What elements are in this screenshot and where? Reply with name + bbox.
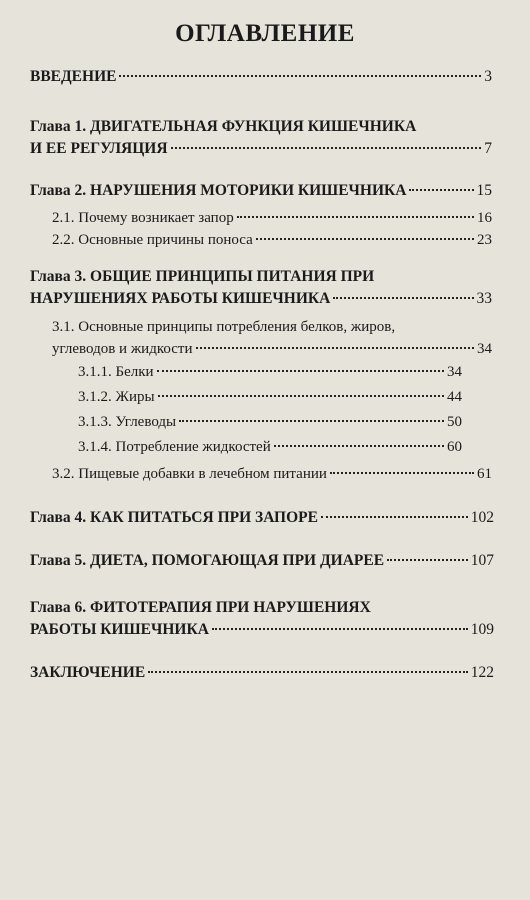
toc-entry-chapter-2[interactable] <box>30 180 492 202</box>
page-title: ОГЛАВЛЕНИЕ <box>175 20 355 47</box>
dot-leader <box>158 395 444 397</box>
toc-page-number: 15 <box>476 182 492 199</box>
toc-entry-chapter-4[interactable] <box>30 507 494 529</box>
toc-entry-3-1-1[interactable] <box>78 361 462 383</box>
toc-entry-3-1[interactable] <box>52 316 492 360</box>
toc-entry-label: 2.1. Почему возникает запор <box>52 210 234 226</box>
toc-entry-label-line-2: РАБОТЫ КИШЕЧНИКА <box>30 621 209 638</box>
toc-page-number: 50 <box>447 414 462 430</box>
toc-entry-chapter-6[interactable] <box>30 597 494 641</box>
toc-page-number: 109 <box>470 621 494 638</box>
toc-entry-chapter-3[interactable] <box>30 266 492 310</box>
toc-page-number: 16 <box>477 210 492 226</box>
toc-entry-label-line-2: углеводов и жидкости <box>52 341 193 357</box>
toc-entry-label: ЗАКЛЮЧЕНИЕ <box>30 664 146 681</box>
toc-page-number: 3 <box>484 68 492 85</box>
toc-page-number: 33 <box>476 290 492 307</box>
toc-entry-label: 3.2. Пищевые добавки в лечебном питании <box>52 466 327 482</box>
dot-leader <box>171 147 482 149</box>
toc-entry-introduction[interactable] <box>30 66 492 88</box>
toc-page-number: 60 <box>447 439 462 455</box>
toc-entry-label: Глава 4. КАК ПИТАТЬСЯ ПРИ ЗАПОРЕ <box>30 509 318 526</box>
toc-page-number: 7 <box>484 140 492 157</box>
dot-leader <box>237 216 474 218</box>
toc-page-number: 61 <box>477 466 492 482</box>
toc-entry-label: 3.1.3. Углеводы <box>78 414 177 430</box>
dot-leader <box>387 559 468 561</box>
toc-entry-2-1[interactable] <box>52 207 492 229</box>
toc-entry-3-1-2[interactable] <box>78 386 462 408</box>
toc-entry-label: Глава 3. ОБЩИЕ ПРИНЦИПЫ ПИТАНИЯ ПРИ <box>30 268 375 285</box>
dot-leader <box>119 75 481 77</box>
toc-entry-3-1-3[interactable] <box>78 411 462 433</box>
toc-page-number: 102 <box>470 509 494 526</box>
dot-leader <box>256 238 474 240</box>
dot-leader <box>274 445 444 447</box>
dot-leader <box>179 420 444 422</box>
toc-page-number: 23 <box>477 232 492 248</box>
dot-leader <box>196 347 475 349</box>
dot-leader <box>212 628 468 630</box>
toc-page-number: 34 <box>477 341 492 357</box>
toc-entry-label: 3.1. Основные принципы потребления белков, жиров, <box>52 319 396 335</box>
toc-entry-label-line-2: И ЕЕ РЕГУЛЯЦИЯ <box>30 140 168 157</box>
toc-entry-label: Глава 1. ДВИГАТЕЛЬНАЯ ФУНКЦИЯ КИШЕЧНИКА <box>30 118 417 135</box>
toc-page-number: 44 <box>447 389 462 405</box>
dot-leader <box>333 297 473 299</box>
toc-entry-label: 3.1.2. Жиры <box>78 389 155 405</box>
toc-entry-label: ВВЕДЕНИЕ <box>30 68 117 85</box>
toc-entry-label: 3.1.1. Белки <box>78 364 154 380</box>
toc-page-number: 107 <box>470 552 494 569</box>
toc-entry-3-2[interactable] <box>52 463 492 485</box>
dot-leader <box>409 189 473 191</box>
toc-entry-label: 3.1.4. Потребление жидкостей <box>78 439 271 455</box>
toc-entry-chapter-5[interactable] <box>30 550 494 572</box>
dot-leader <box>321 516 468 518</box>
toc-entry-chapter-1[interactable] <box>30 116 492 160</box>
dot-leader <box>157 370 444 372</box>
toc-entry-label: Глава 5. ДИЕТА, ПОМОГАЮЩАЯ ПРИ ДИАРЕЕ <box>30 552 385 569</box>
toc-entry-conclusion[interactable] <box>30 662 494 684</box>
dot-leader <box>148 671 468 673</box>
toc-entry-label: Глава 6. ФИТОТЕРАПИЯ ПРИ НАРУШЕНИЯХ <box>30 599 371 616</box>
toc-page-number: 122 <box>470 664 494 681</box>
toc-entry-label: 2.2. Основные причины поноса <box>52 232 253 248</box>
toc-entry-label: Глава 2. НАРУШЕНИЯ МОТОРИКИ КИШЕЧНИКА <box>30 182 407 199</box>
dot-leader <box>330 472 474 474</box>
toc-entry-2-2[interactable] <box>52 229 492 251</box>
toc-page-number: 34 <box>447 364 462 380</box>
toc-entry-label-line-2: НАРУШЕНИЯХ РАБОТЫ КИШЕЧНИКА <box>30 290 331 307</box>
toc-entry-3-1-4[interactable] <box>78 436 462 458</box>
